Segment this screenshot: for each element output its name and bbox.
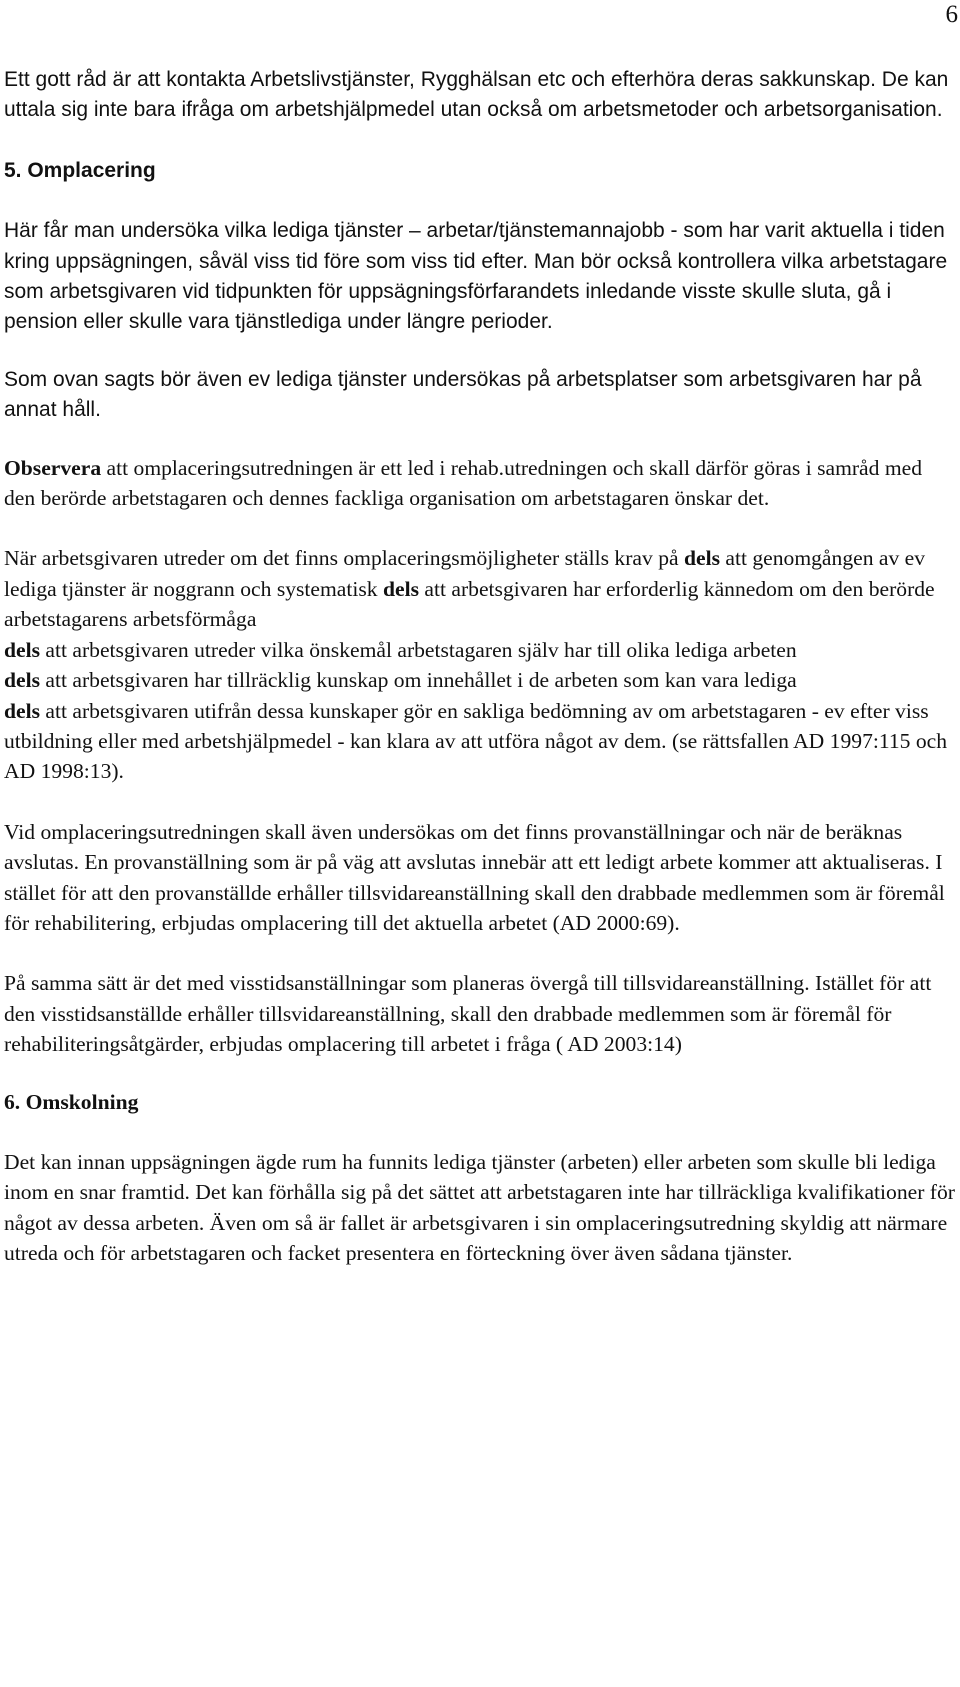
krav-text-c: att arbetsgivaren har erforderlig kännedom om den berörde arbetstagarens arbetsförmåga [4,576,935,632]
omplacering-paragraph-1 [4,216,956,338]
krav-text-d: att arbetsgivaren utreder vilka önskemål arbetstagaren själv har till olika lediga arbeten [40,637,797,662]
section-heading-omskolning: 6. Omskolning [4,1089,139,1114]
observera-text: att omplaceringsutredningen är ett led i rehab.utredningen och skall därför göras i samråd med den berörde arbetstagaren och dennes fackliga organisation om arbetstagaren önskar det. [4,455,923,511]
krav-text-e: att arbetsgivaren har tillräcklig kunskap om innehållet i de arbeten som kan vara lediga [40,668,797,693]
document-body [4,65,956,1269]
omplacering-p1-lead: Här får man undersöka vilka lediga tjänster – arbetar/tjänstemannajobb - som har varit aktuella i tiden kring uppsägningen, såväl viss tid före som viss tid efter. [4,219,945,273]
dels-label: dels [383,576,419,601]
visstid-paragraph: På samma sätt är det med visstidsanställningar som planeras övergå till tillsvidareanställning. Istället för att den visstidsanställde erhåller tillsvidareanställning, skall den drabbade medlemmen som är föremål för rehabiliteringsåtgärder, erbjudas omplacering till arbetet i fråga ( AD 2003:14) [4,971,932,1057]
observera-label: Observera [4,455,102,480]
krav-text-b: att genomgången av ev lediga tjänster är noggrann och systematisk [4,546,926,601]
omskolning-paragraph: Det kan innan uppsägningen ägde rum ha funnits lediga tjänster (arbeten) eller arbeten som skulle bli lediga inom en snar framtid. Det kan förhålla sig på det sättet att arbetstagaren inte har tillräckliga kvalifikationer för något av dessa arbeten. Även om så är fallet är arbetsgivaren i sin omplaceringsutredning skyldig att närmare utreda och för arbetstagaren och facket presentera en förteckning över även sådana tjänster. [4,1149,955,1266]
krav-paragraph [4,543,956,786]
dels-label: dels [4,668,40,693]
dels-label: dels [683,546,720,571]
intro-paragraph: Ett gott råd är att kontakta Arbetslivstjänster, Rygghälsan etc och efterhöra deras sakkunskap. De kan uttala sig inte bara ifråga om arbetshjälpmedel utan också om arbetsmetoder och arbetsorganisation. [4,68,949,122]
omplacering-p1-rest: Man bör också kontrollera vilka arbetstagare som arbetsgivaren vid tidpunkten för uppsägningsförfarandets inledande visste skulle sluta, gå i pension eller skulle vara tjänstlediga under längre perioder. [4,249,948,334]
dels-label: dels [4,637,40,662]
omplacering-paragraph-2: Som ovan sagts bör även ev lediga tjänster undersökas på arbetsplatser som arbetsgivaren har på annat håll. [4,367,922,422]
krav-text-f: att arbetsgivaren utifrån dessa kunskaper gör en sakliga bedömning av om arbetstagaren - ev efter viss utbildning eller med arbetshjälpmedel - kan klara av att utföra något av dem. (se rättsfallen AD 1997:115 och AD 1998:13). [4,698,948,784]
krav-text-a: När arbetsgivaren utreder om det finns omplaceringsmöjligheter ställs krav på [4,546,684,571]
page-number: 6 [945,1,958,28]
provanstallning-paragraph: Vid omplaceringsutredningen skall även undersökas om det finns provanställningar och när de beräknas avslutas. En provanställning som är på väg att avslutas innebär att ett ledigt arbete kommer att aktualiseras. I stället för att den provanställde erhåller tillsvidareanställning skall den drabbade medlemmen som är föremål för rehabilitering, erbjudas omplacering till det aktuella arbetet (AD 2000:69). [4,819,945,935]
section-heading-omplacering: 5. Omplacering [4,158,156,182]
dels-label: dels [4,698,40,723]
observera-paragraph [4,453,956,514]
